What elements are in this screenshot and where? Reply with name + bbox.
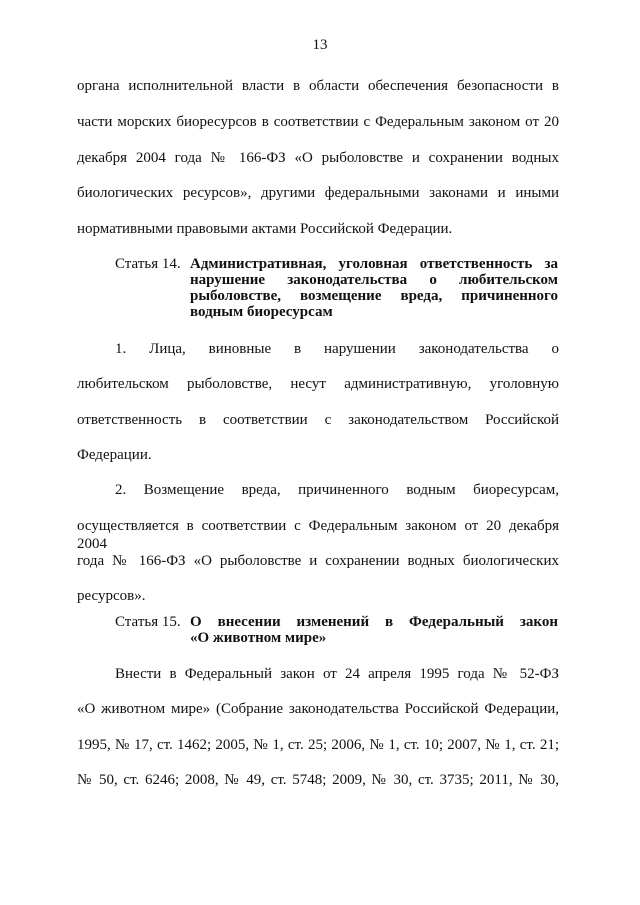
article-15-line-2: «О животном мире» (Собрание законодательства Российской Федерации, [77,701,559,717]
article-15-title-line: «О животном мире» [190,630,327,646]
article-14-title [190,256,558,320]
article-14-title-line: водным биоресурсам [190,304,333,320]
item-1-line-2: любительском рыболовстве, несут административную, уголовную [77,376,559,392]
intro-line-4: биологических ресурсов», другими федеральными законами и иными [77,185,559,201]
article-15-line-3: 1995, № 17, ст. 1462; 2005, № 1, ст. 25; 2006, № 1, ст. 10; 2007, № 1, ст. 21; [77,737,559,753]
item-1-line-1: 1. Лица, виновные в нарушении законодательства о [115,341,559,357]
article-15-title-line: О внесении изменений в Федеральный закон [190,614,558,630]
intro-line-2: части морских биоресурсов в соответствии с Федеральным законом от 20 [77,114,559,130]
item-2-line-4: ресурсов». [77,588,146,604]
item-2-line-1: 2. Возмещение вреда, причиненного водным биоресурсам, [115,482,559,498]
article-15-title [190,614,558,646]
article-14-title-line: Административная, уголовная ответственность за [190,256,558,272]
article-14-label: Статья 14. [115,256,181,272]
item-2-line-2: осуществляется в соответствии с Федеральным законом от 20 декабря 2004 [77,518,559,552]
intro-line-5: нормативными правовыми актами Российской Федерации. [77,221,453,237]
article-14-title-line: рыболовстве, возмещение вреда, причиненного [190,288,558,304]
item-1-line-4: Федерации. [77,447,152,463]
page-number: 13 [312,37,328,53]
article-15-line-1: Внести в Федеральный закон от 24 апреля 1995 года № 52-ФЗ [115,666,559,682]
item-2-line-3: года № 166-ФЗ «О рыболовстве и сохранении водных биологических [77,553,559,569]
intro-line-3: декабря 2004 года № 166-ФЗ «О рыболовстве и сохранении водных [77,150,559,166]
item-1-line-3: ответственность в соответствии с законодательством Российской [77,412,559,428]
article-14-title-line: нарушение законодательства о любительском [190,272,558,288]
intro-line-1: органа исполнительной власти в области обеспечения безопасности в [77,78,559,94]
article-15-label: Статья 15. [115,614,181,630]
article-15-line-4: № 50, ст. 6246; 2008, № 49, ст. 5748; 2009, № 30, ст. 3735; 2011, № 30, [77,772,559,788]
